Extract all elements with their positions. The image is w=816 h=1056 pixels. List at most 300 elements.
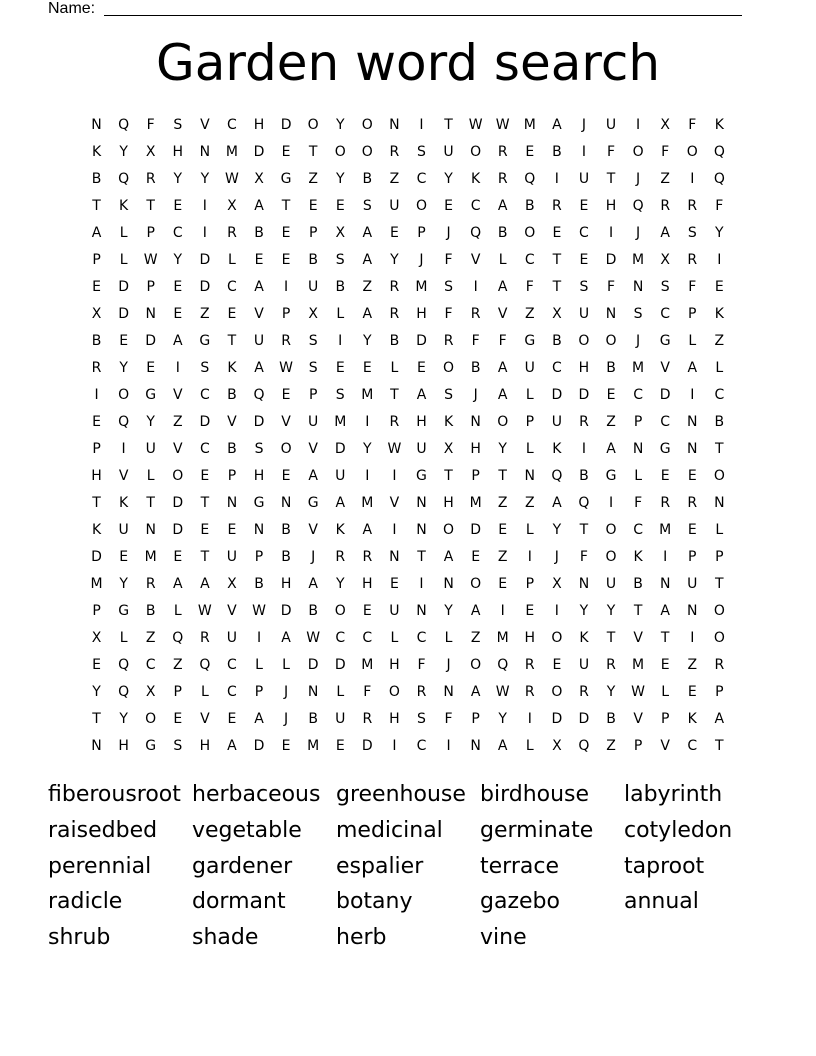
grid-letter: C	[362, 630, 373, 646]
grid-letter: E	[362, 603, 372, 619]
grid-letter: J	[636, 333, 641, 349]
grid-letter: I	[121, 441, 126, 457]
grid-letter: T	[633, 603, 643, 619]
grid-letter: N	[524, 468, 536, 484]
grid-letter: B	[606, 360, 616, 376]
grid-letter: M	[361, 387, 374, 403]
grid-letter: U	[524, 360, 535, 376]
grid-letter: Y	[119, 360, 128, 376]
grid-letter: Y	[390, 252, 399, 268]
grid-letter: Q	[551, 468, 563, 484]
grid-letter: R	[145, 171, 156, 187]
grid-letter: M	[361, 495, 374, 511]
grid-letter: D	[253, 414, 265, 430]
grid-letter: H	[199, 738, 211, 754]
grid-letter: I	[608, 225, 614, 241]
grid-letter: E	[308, 198, 318, 214]
grid-letter: B	[91, 171, 102, 187]
grid-row	[83, 220, 733, 247]
grid-letter: R	[470, 306, 481, 322]
grid-letter: O	[713, 630, 725, 646]
grid-letter: A	[660, 225, 670, 241]
grid-letter: H	[253, 468, 265, 484]
grid-letter: E	[92, 414, 101, 430]
grid-letter: I	[392, 738, 397, 754]
grid-letter: Z	[687, 657, 698, 673]
grid-letter: B	[524, 198, 535, 214]
grid-letter: T	[146, 495, 155, 511]
grid-letter: K	[91, 144, 102, 160]
grid-letter: H	[389, 657, 400, 673]
grid-letter: W	[495, 117, 510, 133]
grid-letter: U	[335, 711, 346, 727]
grid-letter: P	[471, 711, 480, 727]
word-list-item: gazebo	[480, 889, 560, 915]
grid-letter: I	[94, 387, 99, 403]
grid-letter: O	[145, 711, 157, 727]
grid-letter: D	[172, 522, 184, 538]
grid-letter: T	[606, 630, 616, 646]
grid-letter: E	[335, 198, 345, 214]
grid-letter: W	[495, 684, 510, 700]
grid-letter: B	[497, 225, 508, 241]
grid-letter: C	[714, 387, 725, 403]
grid-letter: R	[660, 495, 671, 511]
grid-letter: E	[119, 333, 129, 349]
grid-letter: H	[470, 441, 481, 457]
grid-letter: E	[660, 657, 670, 673]
grid-letter: U	[389, 603, 400, 619]
grid-letter: A	[606, 441, 616, 457]
grid-letter: I	[365, 414, 370, 430]
grid-letter: U	[605, 576, 617, 592]
grid-letter: T	[390, 387, 399, 403]
grid-letter: E	[687, 684, 697, 700]
grid-row	[83, 112, 733, 139]
grid-letter: I	[581, 144, 587, 160]
grid-letter: I	[473, 279, 478, 295]
grid-letter: L	[119, 225, 128, 241]
grid-letter: A	[362, 252, 373, 268]
grid-letter: T	[92, 711, 101, 727]
grid-letter: X	[254, 171, 264, 187]
grid-letter: C	[470, 198, 481, 214]
grid-letter: T	[146, 198, 155, 214]
grid-row	[83, 436, 733, 463]
grid-letter: V	[497, 306, 508, 322]
grid-letter: A	[470, 603, 481, 619]
grid-letter: F	[688, 279, 697, 295]
grid-letter: E	[281, 252, 291, 268]
grid-letter: E	[579, 198, 589, 214]
grid-letter: D	[307, 657, 319, 673]
grid-row	[83, 355, 733, 382]
grid-letter: A	[254, 279, 264, 295]
grid-letter: C	[551, 360, 562, 376]
grid-letter: M	[632, 657, 645, 673]
grid-letter: O	[524, 225, 536, 241]
grid-letter: N	[470, 414, 481, 430]
grid-letter: R	[335, 549, 346, 565]
grid-letter: E	[444, 198, 453, 214]
grid-letter: A	[362, 306, 373, 322]
grid-letter: Z	[145, 630, 156, 646]
word-list-item: shrub	[48, 925, 111, 951]
word-list-item: terrace	[480, 853, 559, 879]
grid-letter: T	[227, 333, 237, 349]
grid-letter: K	[119, 198, 129, 214]
grid-letter: Q	[497, 657, 509, 673]
grid-letter: R	[524, 684, 535, 700]
grid-letter: P	[92, 252, 101, 268]
grid-letter: E	[660, 468, 670, 484]
grid-letter: I	[663, 549, 668, 565]
grid-letter: V	[172, 441, 183, 457]
grid-letter: H	[605, 198, 617, 214]
grid-letter: C	[687, 738, 698, 754]
grid-letter: O	[470, 144, 482, 160]
grid-letter: L	[525, 738, 534, 754]
word-list-item: perennial	[48, 853, 152, 879]
grid-letter: E	[417, 360, 426, 376]
grid-letter: P	[471, 468, 480, 484]
grid-letter: W	[279, 360, 293, 376]
grid-letter: Q	[632, 198, 644, 214]
grid-letter: K	[91, 522, 102, 538]
grid-letter: K	[119, 495, 129, 511]
grid-letter: A	[443, 549, 454, 565]
grid-letter: J	[446, 225, 451, 241]
grid-letter: W	[631, 684, 646, 700]
grid-letter: A	[308, 468, 318, 484]
grid-letter: E	[227, 711, 237, 727]
word-list-item: gardener	[192, 853, 293, 879]
grid-letter: F	[444, 306, 453, 322]
grid-letter: A	[227, 738, 237, 754]
grid-letter: G	[145, 738, 157, 754]
grid-letter: E	[254, 252, 264, 268]
grid-letter: M	[659, 522, 672, 538]
grid-letter: L	[336, 684, 345, 700]
grid-letter: G	[524, 333, 536, 349]
grid-letter: Y	[444, 171, 453, 187]
grid-row	[83, 247, 733, 274]
grid-letter: W	[252, 603, 266, 619]
grid-letter: E	[281, 225, 291, 241]
grid-letter: S	[335, 252, 345, 268]
grid-letter: O	[605, 333, 617, 349]
grid-letter: Q	[713, 171, 725, 187]
grid-letter: F	[363, 684, 372, 700]
grid-letter: P	[715, 549, 724, 565]
grid-letter: X	[660, 252, 670, 268]
grid-letter: S	[335, 387, 345, 403]
grid-letter: H	[253, 117, 265, 133]
grid-letter: I	[419, 117, 424, 133]
grid-letter: S	[308, 333, 318, 349]
grid-letter: A	[172, 333, 183, 349]
grid-letter: D	[334, 441, 346, 457]
grid-letter: L	[119, 252, 128, 268]
grid-letter: X	[91, 630, 102, 646]
grid-letter: E	[173, 279, 183, 295]
grid-letter: Y	[552, 522, 562, 538]
grid-letter: B	[227, 441, 237, 457]
grid-letter: L	[715, 360, 724, 376]
word-list-item: botany	[336, 889, 413, 915]
grid-letter: L	[282, 657, 290, 673]
grid-letter: A	[254, 711, 264, 727]
grid-letter: R	[687, 198, 698, 214]
grid-letter: V	[281, 414, 291, 430]
grid-letter: N	[253, 522, 265, 538]
grid-letter: R	[389, 414, 400, 430]
grid-letter: Z	[362, 279, 373, 295]
grid-letter: S	[579, 279, 589, 295]
grid-letter: C	[633, 522, 643, 538]
grid-letter: B	[579, 468, 589, 484]
grid-letter: L	[444, 630, 453, 646]
grid-letter: U	[118, 522, 129, 538]
grid-letter: Y	[335, 576, 345, 592]
grid-letter: F	[417, 657, 426, 673]
grid-letter: K	[335, 522, 345, 538]
grid-letter: I	[175, 360, 180, 376]
grid-letter: N	[443, 684, 454, 700]
grid-letter: B	[254, 576, 264, 592]
grid-letter: E	[714, 279, 724, 295]
grid-letter: R	[579, 684, 589, 700]
grid-letter: T	[715, 738, 724, 754]
word-list-item: birdhouse	[480, 782, 590, 807]
grid-letter: O	[334, 603, 346, 619]
grid-letter: Y	[200, 171, 210, 187]
grid-letter: F	[444, 711, 453, 727]
grid-letter: L	[390, 630, 399, 646]
grid-letter: L	[525, 522, 534, 538]
grid-letter: I	[202, 198, 207, 214]
grid-letter: Q	[199, 657, 211, 673]
grid-letter: I	[554, 603, 559, 619]
grid-letter: P	[146, 279, 155, 295]
grid-letter: W	[225, 171, 239, 187]
grid-letter: I	[608, 495, 614, 511]
grid-letter: S	[200, 360, 210, 376]
grid-letter: B	[308, 603, 318, 619]
grid-letter: R	[145, 576, 156, 592]
grid-letter: S	[660, 279, 670, 295]
grid-letter: S	[362, 198, 372, 214]
grid-letter: R	[524, 657, 535, 673]
grid-row	[83, 652, 733, 679]
grid-letter: J	[554, 549, 559, 565]
grid-letter: T	[552, 252, 562, 268]
grid-letter: Y	[335, 117, 345, 133]
grid-letter: Y	[715, 225, 724, 241]
grid-letter: Z	[200, 306, 210, 322]
grid-letter: Q	[118, 171, 130, 187]
grid-letter: D	[91, 549, 102, 565]
grid-letter: V	[470, 252, 481, 268]
grid-letter: I	[365, 468, 370, 484]
grid-letter: O	[388, 684, 400, 700]
grid-letter: H	[118, 738, 129, 754]
word-list-item: herbaceous	[192, 782, 321, 807]
grid-letter: I	[392, 468, 397, 484]
grid-letter: R	[281, 333, 291, 349]
grid-row	[83, 139, 733, 166]
grid-letter: O	[713, 468, 725, 484]
grid-letter: N	[605, 306, 617, 322]
grid-letter: N	[632, 441, 644, 457]
grid-letter: O	[280, 441, 292, 457]
grid-letter: D	[199, 414, 211, 430]
grid-letter: N	[578, 576, 590, 592]
grid-letter: T	[715, 441, 724, 457]
grid-letter: N	[416, 522, 427, 538]
grid-letter: V	[660, 360, 670, 376]
grid-letter: I	[256, 630, 262, 646]
grid-letter: H	[524, 630, 536, 646]
grid-letter: E	[335, 738, 345, 754]
grid-letter: E	[92, 279, 101, 295]
grid-letter: B	[254, 225, 264, 241]
word-list-item: vegetable	[192, 817, 302, 843]
grid-letter: N	[659, 576, 671, 592]
grid-letter: B	[606, 711, 616, 727]
grid-letter: E	[687, 468, 697, 484]
grid-letter: N	[470, 738, 481, 754]
grid-letter: A	[497, 738, 508, 754]
grid-letter: T	[606, 171, 616, 187]
grid-letter: A	[335, 495, 346, 511]
grid-letter: Z	[172, 414, 183, 430]
grid-letter: P	[525, 414, 535, 430]
grid-row	[83, 571, 733, 598]
grid-letter: U	[416, 441, 427, 457]
grid-letter: Y	[579, 603, 589, 619]
grid-letter: A	[687, 360, 698, 376]
grid-letter: C	[199, 387, 210, 403]
grid-letter: N	[714, 495, 725, 511]
grid-letter: E	[687, 522, 697, 538]
grid-letter: C	[660, 306, 671, 322]
grid-letter: D	[659, 387, 671, 403]
grid-letter: B	[335, 279, 346, 295]
grid-letter: C	[633, 387, 643, 403]
grid-row	[83, 679, 733, 706]
grid-letter: F	[688, 117, 697, 133]
grid-letter: E	[281, 738, 291, 754]
grid-letter: L	[173, 603, 182, 619]
grid-letter: O	[361, 117, 373, 133]
grid-letter: S	[417, 144, 426, 160]
grid-letter: C	[227, 684, 237, 700]
grid-letter: I	[636, 117, 641, 133]
grid-letter: N	[416, 603, 427, 619]
grid-letter: O	[470, 576, 482, 592]
grid-letter: S	[308, 360, 318, 376]
grid-letter: A	[660, 603, 670, 619]
grid-letter: T	[200, 549, 210, 565]
grid-letter: X	[552, 306, 562, 322]
grid-letter: R	[389, 279, 400, 295]
grid-letter: A	[362, 225, 373, 241]
grid-letter: Q	[172, 630, 184, 646]
grid-letter: O	[578, 333, 590, 349]
grid-letter: J	[446, 657, 451, 673]
grid-letter: O	[470, 657, 482, 673]
grid-letter: D	[253, 144, 265, 160]
grid-letter: P	[92, 441, 101, 457]
grid-letter: X	[227, 198, 237, 214]
page-title: Garden word search	[155, 34, 661, 92]
grid-letter: S	[254, 441, 264, 457]
grid-letter: J	[473, 387, 478, 403]
grid-row	[83, 409, 733, 436]
grid-letter: P	[688, 306, 697, 322]
grid-letter: Q	[118, 684, 130, 700]
grid-letter: A	[254, 360, 264, 376]
grid-letter: U	[308, 279, 319, 295]
grid-letter: D	[605, 252, 617, 268]
grid-letter: F	[146, 117, 155, 133]
grid-letter: N	[389, 117, 400, 133]
grid-letter: V	[227, 603, 237, 619]
grid-letter: M	[90, 576, 103, 592]
grid-letter: T	[417, 549, 426, 565]
word-list-item: radicle	[48, 889, 123, 915]
grid-letter: X	[552, 576, 562, 592]
grid-letter: O	[605, 549, 617, 565]
grid-letter: C	[579, 225, 589, 241]
grid-letter: M	[496, 630, 509, 646]
grid-letter: Q	[118, 657, 130, 673]
grid-letter: O	[551, 630, 563, 646]
word-list-item: fiberousroot	[48, 782, 181, 807]
grid-letter: P	[254, 549, 264, 565]
grid-letter: K	[714, 306, 724, 322]
grid-letter: U	[687, 576, 698, 592]
grid-letter: R	[389, 144, 400, 160]
grid-letter: W	[143, 252, 158, 268]
grid-letter: H	[416, 414, 427, 430]
grid-letter: W	[197, 603, 212, 619]
grid-letter: N	[145, 522, 156, 538]
grid-letter: U	[605, 117, 617, 133]
grid-letter: I	[690, 387, 695, 403]
word-list-item: germinate	[480, 817, 594, 843]
grid-row	[83, 463, 733, 490]
grid-letter: X	[660, 117, 670, 133]
grid-letter: F	[606, 144, 616, 160]
grid-letter: D	[172, 495, 184, 511]
grid-row	[83, 517, 733, 544]
grid-letter: B	[308, 711, 318, 727]
grid-letter: E	[119, 549, 129, 565]
grid-letter: D	[334, 657, 346, 673]
grid-letter: Y	[606, 603, 616, 619]
grid-letter: D	[199, 252, 211, 268]
grid-letter: V	[633, 630, 643, 646]
grid-letter: R	[362, 549, 373, 565]
grid-letter: E	[362, 360, 372, 376]
grid-letter: I	[284, 279, 289, 295]
grid-letter: D	[280, 603, 292, 619]
grid-letter: M	[523, 117, 536, 133]
grid-letter: R	[227, 225, 237, 241]
grid-letter: T	[444, 117, 453, 133]
